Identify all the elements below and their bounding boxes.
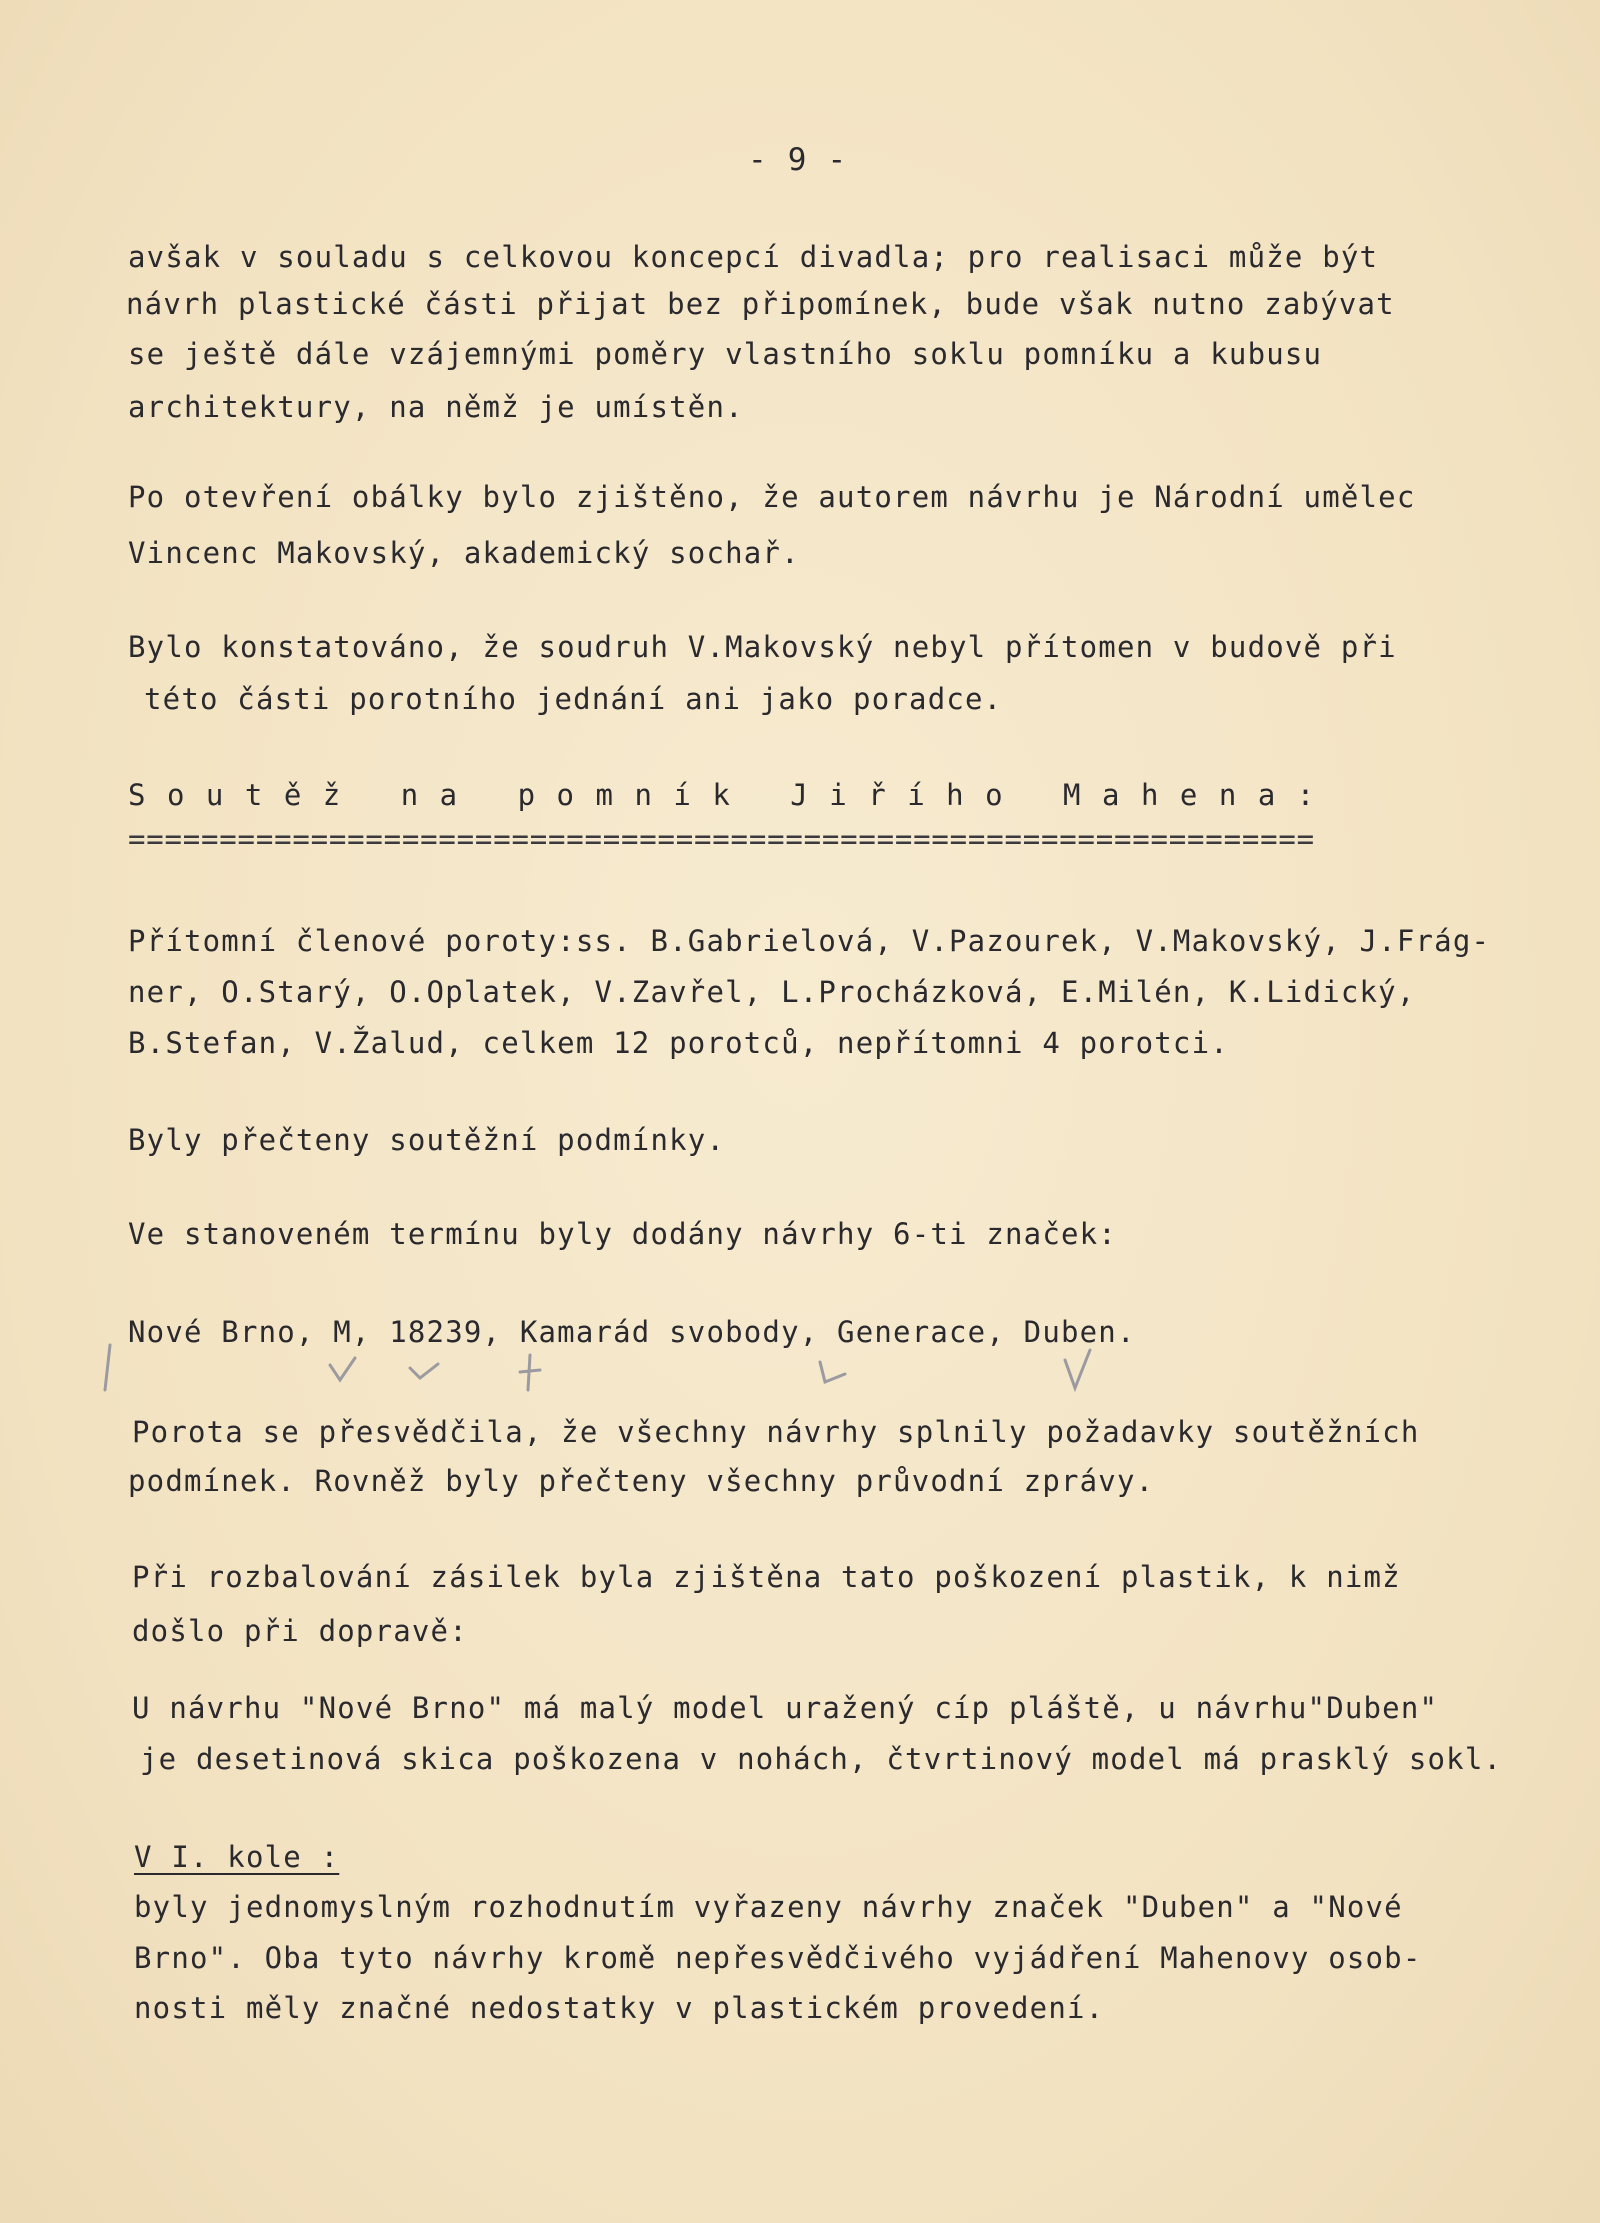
round-heading: V I. kole : <box>134 1840 340 1874</box>
text-line: Po otevření obálky bylo zjištěno, že autorem návrhu je Národní umělec <box>128 480 1416 514</box>
text-line: Nové Brno, M, 18239, Kamarád svobody, Generace, Duben. <box>128 1315 1136 1349</box>
heading-rule: ================================================================= <box>128 822 1315 856</box>
text-line: došlo při dopravě: <box>132 1614 468 1648</box>
text-line: této části porotního jednání ani jako poradce. <box>144 682 1003 716</box>
text-line: byly jednomyslným rozhodnutím vyřazeny návrhy značek "Duben" a "Nové <box>134 1890 1403 1924</box>
text-line: ner, O.Starý, O.Oplatek, V.Zavřel, L.Procházková, E.Milén, K.Lidický, <box>128 975 1416 1009</box>
text-line: nosti měly značné nedostatky v plastickém provedení. <box>134 1991 1105 2025</box>
pencil-check-marks <box>100 1340 1250 1400</box>
text-line: Přítomní členové poroty:ss. B.Gabrielová, V.Pazourek, V.Makovský, J.Frág- <box>128 924 1491 958</box>
text-line: se ještě dále vzájemnými poměry vlastního soklu pomníku a kubusu <box>128 337 1323 371</box>
text-line: podmínek. Rovněž byly přečteny všechny průvodní zprávy. <box>128 1464 1155 1498</box>
text-line: avšak v souladu s celkovou koncepcí divadla; pro realisaci může být <box>128 240 1379 274</box>
text-line: návrh plastické části přijat bez připomínek, bude však nutno zabývat <box>126 287 1395 321</box>
text-line: Bylo konstatováno, že soudruh V.Makovský nebyl přítomen v budově při <box>128 630 1397 664</box>
text-line: Vincenc Makovský, akademický sochař. <box>128 536 800 570</box>
text-line: U návrhu "Nové Brno" má malý model uražený cíp pláště, u návrhu"Duben" <box>132 1691 1439 1725</box>
page-number: - 9 - <box>748 142 848 178</box>
text-line: Ve stanoveném termínu byly dodány návrhy 6-ti značek: <box>128 1217 1117 1251</box>
text-line: je desetinová skica poškozena v nohách, čtvrtinový model má prasklý sokl. <box>140 1742 1503 1776</box>
section-heading: Soutěž na pomník Jiřího Mahena: <box>128 778 1336 812</box>
text-line: Byly přečteny soutěžní podmínky. <box>128 1123 726 1157</box>
text-line: Při rozbalování zásilek byla zjištěna tato poškození plastik, k nimž <box>132 1560 1401 1594</box>
text-line: B.Stefan, V.Žalud, celkem 12 porotců, nepřítomni 4 porotci. <box>128 1026 1229 1060</box>
text-line: architektury, na němž je umístěn. <box>128 390 744 424</box>
text-line: Porota se přesvědčila, že všechny návrhy splnily požadavky soutěžních <box>132 1415 1420 1449</box>
text-line: Brno". Oba tyto návrhy kromě nepřesvědčivého vyjádření Mahenovy osob- <box>134 1941 1422 1975</box>
